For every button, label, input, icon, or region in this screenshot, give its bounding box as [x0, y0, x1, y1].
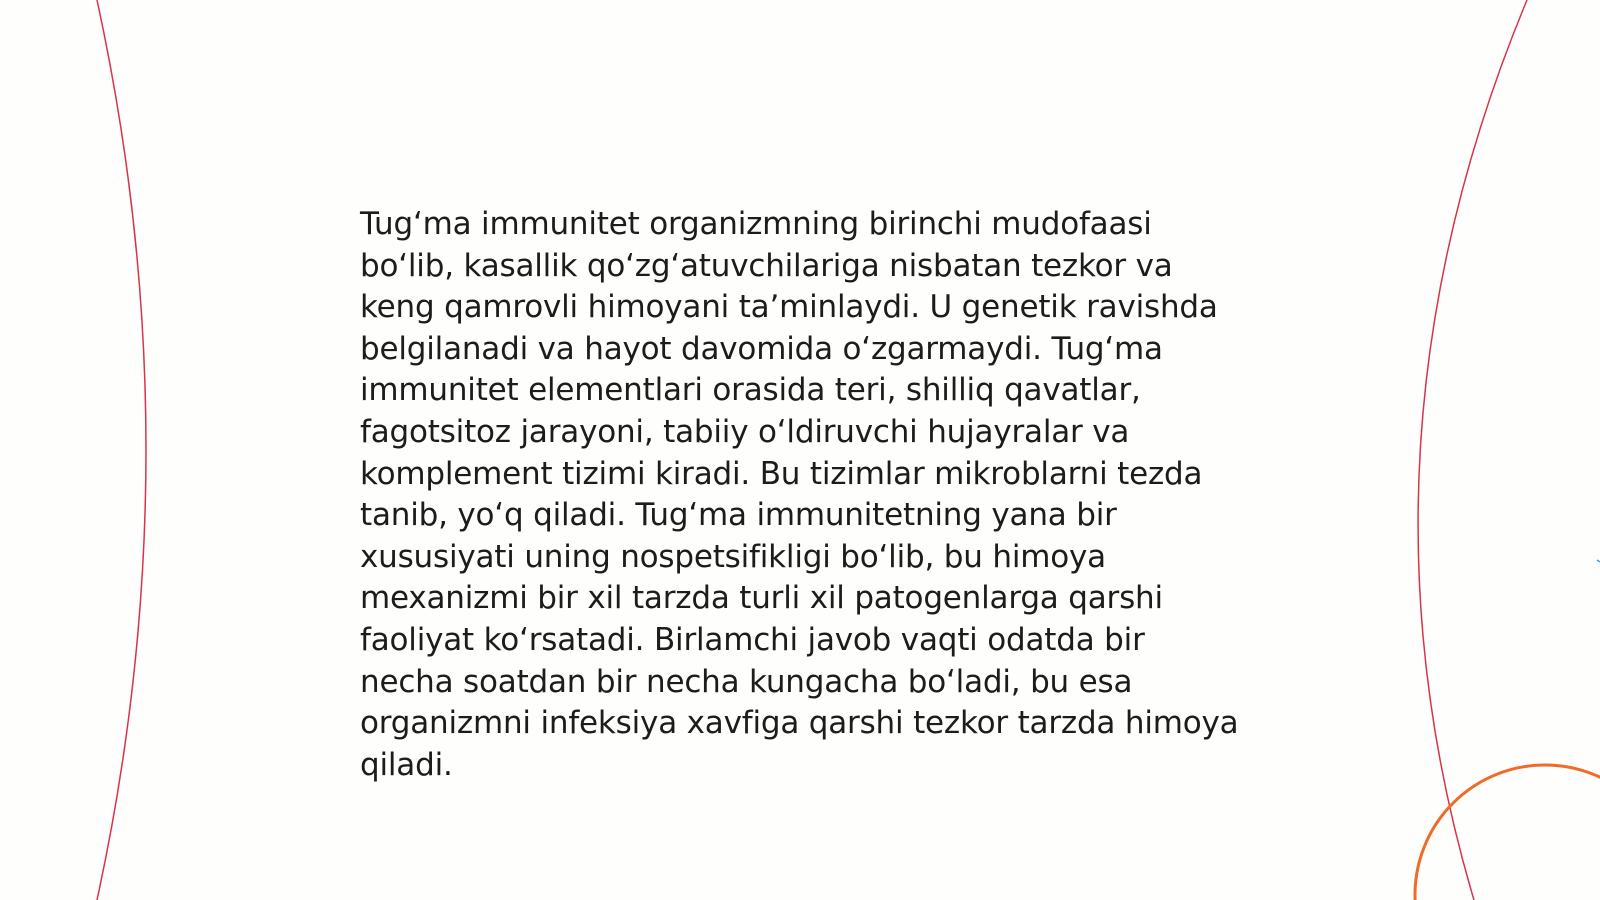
body-paragraph: Tug‘ma immunitet organizmning birinchi mudofaasi bo‘lib, kasallik qo‘zg‘atuvchilariga nisbatan tezkor va keng qamrovli himoyani ta’minlaydi. U genetik ravishda belgilanadi va hayot davomida o‘zgarmaydi. Tug‘ma immunitet elementlari orasida teri, shilliq qavatlar, fagotsitoz jarayoni, tabiiy o‘ldiruvchi hujayralar va komplement tizimi kiradi. Bu tizimlar mikroblarni tezda tanib, yo‘q qiladi. Tug‘ma immunitetning yana bir xususiyati uning nospetsifikligi bo‘lib, bu himoya mexanizmi bir xil tarzda turli xil patogenlarga qarshi faoliyat ko‘rsatadi. Birlamchi javob vaqti odatda bir necha soatdan bir necha kungacha bo‘ladi, bu esa organizmni infeksiya xavfiga qarshi tezkor tarzda himoya qiladi. — [360, 206, 1239, 783]
orange-circle-arc — [1415, 765, 1600, 900]
right-curve-line — [1418, 0, 1527, 900]
left-curve-line — [97, 0, 146, 900]
